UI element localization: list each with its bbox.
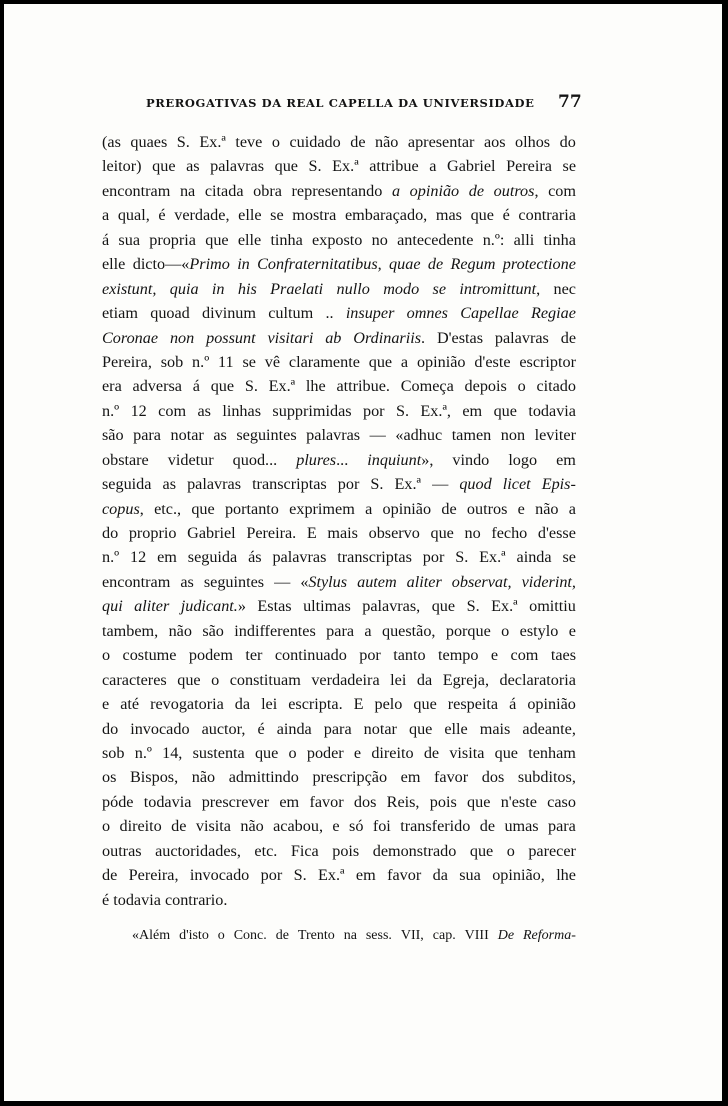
text-line: leitor) que as palavras que S. Ex.ª attribue a Gabriel Pereira se (102, 157, 576, 176)
text-line: caracteres que o constituam verdadeira lei da Egreja, declaratoria (102, 670, 576, 689)
text-line: outras auctoridades, etc. Fica pois demonstrado que o parecer (102, 841, 576, 860)
text-line: o direito de visita não acabou, e só foi transferido de umas para (102, 817, 576, 836)
text-line: encontram as seguintes — «Stylus autem aliter observat, viderint, (102, 572, 576, 591)
text-line: elle dicto—«Primo in Confraternitatibus, quae de Regum protectione (102, 255, 576, 274)
text-line: Pereira, sob n.º 11 se vê claramente que a opinião d'este escriptor (102, 352, 576, 371)
footnote-line: «Além d'isto o Conc. de Trento na sess. VII, cap. VIII De Reforma- (132, 928, 576, 943)
text-line: os Bispos, não admittindo prescripção em favor dos subditos, (102, 768, 576, 787)
text-line: (as quaes S. Ex.ª teve o cuidado de não apresentar aos olhos do (102, 133, 576, 151)
text-line: é todavia contrario. (102, 890, 228, 909)
page-header (4, 92, 722, 116)
text-line: era adversa á que S. Ex.ª lhe attribue. Começa depois o citado (102, 377, 576, 396)
text-line: n.º 12 em seguida ás palavras transcriptas por S. Ex.ª ainda se (102, 548, 576, 567)
text-line: copus, etc., que portanto exprimem a opinião de outros e não a (102, 499, 576, 518)
text-line: do proprio Gabriel Pereira. E mais observo que no fecho d'esse (102, 524, 576, 542)
text-line: o costume podem ter continuado por tanto tempo e com taes (102, 646, 576, 665)
text-line: e até revogatoria da lei escripta. E pelo que respeita á opinião (102, 695, 576, 714)
text-line: n.º 12 com as linhas supprimidas por S. Ex.ª, em que todavia (102, 401, 576, 420)
text-line: encontram na citada obra representando a opinião de outros, com (102, 181, 576, 200)
body-text (102, 130, 576, 912)
text-line: tambem, não são indifferentes para a questão, porque o estylo e (102, 621, 576, 640)
text-line: do invocado auctor, é ainda para notar que elle mais adeante, (102, 719, 576, 738)
text-line: de Pereira, invocado por S. Ex.ª em favor da sua opinião, lhe (102, 866, 576, 885)
text-line: a qual, é verdade, elle se mostra embaraçado, mas que é contraria (102, 206, 576, 225)
text-line: sob n.º 14, sustenta que o poder e direito de visita que tenham (102, 743, 576, 762)
text-line: Coronae non possunt visitari ab Ordinariis. D'estas palavras de (102, 328, 576, 347)
text-line: qui aliter judicant.» Estas ultimas palavras, que S. Ex.ª omittiu (102, 597, 576, 616)
text-line: obstare videtur quod... plures... inquiunt», vindo logo em (102, 450, 576, 469)
text-line: seguida as palavras transcriptas por S. Ex.ª — quod licet Epis- (102, 475, 576, 494)
text-line: são para notar as seguintes palavras — «adhuc tamen non leviter (102, 426, 576, 445)
running-title: PREROGATIVAS DA REAL CAPELLA DA UNIVERSIDADE (146, 96, 535, 110)
text-line: á sua propria que elle tinha exposto no antecedente n.º: alli tinha (102, 230, 576, 249)
text-line: existunt, quia in his Praelati nullo modo se intromittunt, nec (102, 279, 576, 298)
text-line: etiam quoad divinum cultum .. insuper omnes Capellae Regiae (102, 304, 576, 323)
book-page (4, 4, 722, 1101)
page-number: 77 (558, 92, 582, 112)
text-line: póde todavia prescrever em favor dos Reis, pois que n'este caso (102, 792, 576, 811)
